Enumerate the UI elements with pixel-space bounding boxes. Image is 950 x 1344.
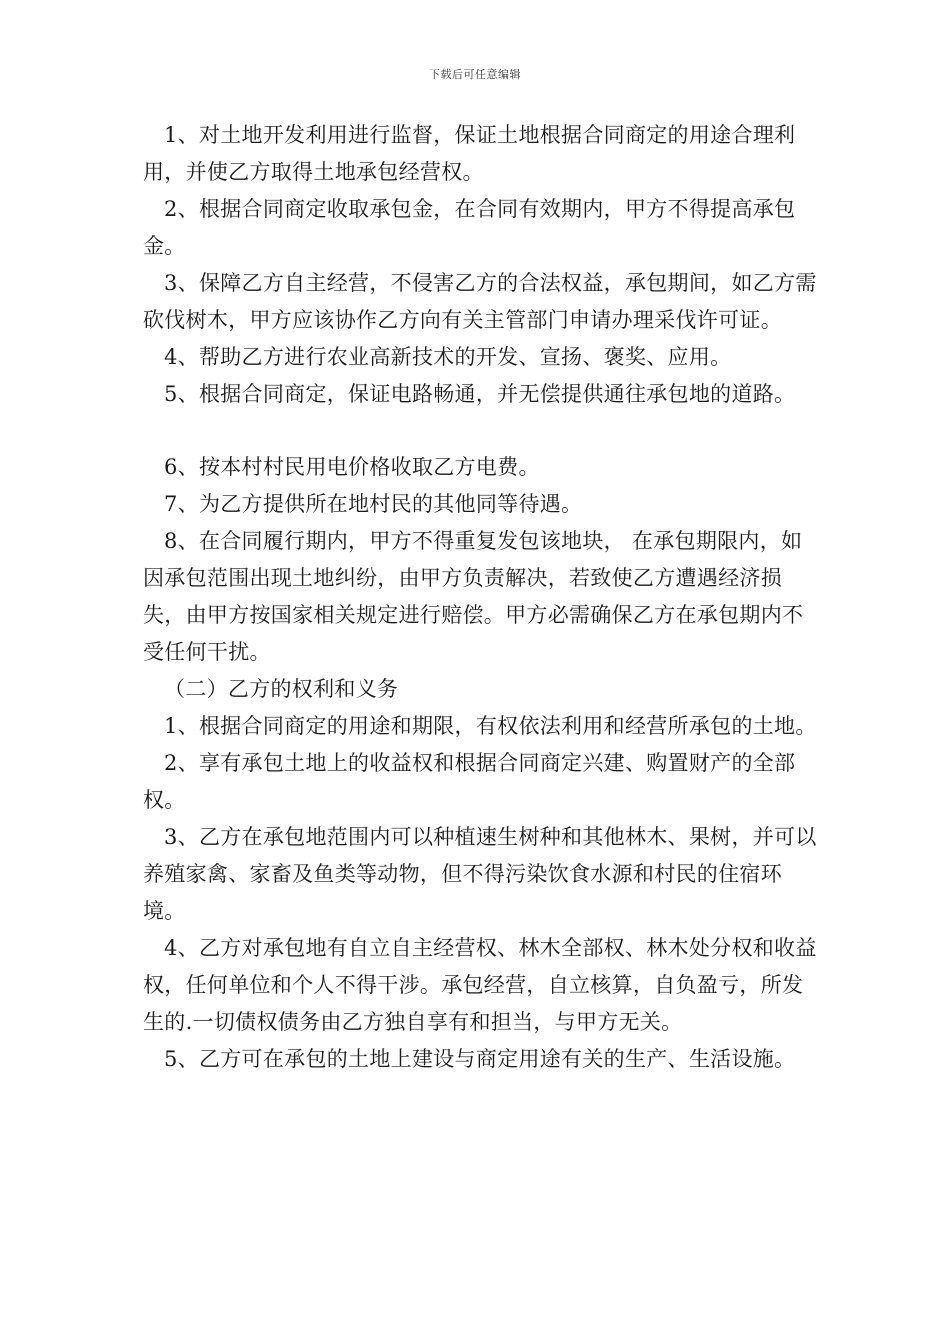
paragraph-a-6: 6、按本村村民用电价格收取乙方电费。 bbox=[164, 455, 540, 479]
document-body bbox=[143, 117, 823, 1078]
paragraph-b-1: 1、根据合同商定的用途和期限，有权依法利用和经营所承包的土地。 bbox=[164, 714, 817, 738]
paragraph-a-3: 3、保障乙方自主经营，不侵害乙方的合法权益，承包期间，如乙方需砍伐树木，甲方应该协作乙方向有关主管部门申请办理采伐许可证。 bbox=[143, 271, 817, 332]
paragraph-a-7: 7、为乙方提供所在地村民的其他同等待遇。 bbox=[164, 492, 583, 516]
paragraph-a-2: 2、根据合同商定收取承包金，在合同有效期内，甲方不得提高承包金。 bbox=[143, 197, 796, 258]
paragraph-gap bbox=[143, 413, 823, 449]
paragraph-a-1: 1、对土地开发利用进行监督，保证土地根据合同商定的用途合理利用，并使乙方取得土地承包经营权。 bbox=[143, 123, 796, 184]
paragraph-b-3: 3、乙方在承包地范围内可以种植速生树种和其他林木、果树，并可以养殖家禽、家畜及鱼类等动物，但不得污染饮食水源和村民的住宿环境。 bbox=[143, 825, 817, 923]
paragraph-a-5: 5、根据合同商定，保证电路畅通，并无偿提供通往承包地的道路。 bbox=[164, 382, 796, 406]
paragraph-b-5: 5、乙方可在承包的土地上建设与商定用途有关的生产、生活设施。 bbox=[164, 1047, 796, 1071]
paragraph-a-8: 8、在合同履行期内，甲方不得重复发包该地块， 在承包期限内，如因承包范围出现土地纠纷，由甲方负责解决，若致使乙方遭遇经济损失，由甲方按国家相关规定进行赔偿。甲方必需确保乙方在承包期内不受任何干扰。 bbox=[143, 529, 804, 664]
page-header: 下载后可任意编辑 bbox=[429, 68, 521, 81]
paragraph-a-4: 4、帮助乙方进行农业高新技术的开发、宣扬、褒奖、应用。 bbox=[164, 345, 732, 369]
paragraph-b-4: 4、乙方对承包地有自立自主经营权、林木全部权、林木处分权和收益权，任何单位和个人不得干涉。承包经营，自立核算，自负盈亏，所发生的.一切债权债务由乙方独自享有和担当，与甲方无关。 bbox=[143, 936, 817, 1034]
section-heading-party-b: （二）乙方的权利和义务 bbox=[164, 677, 399, 701]
paragraph-b-2: 2、享有承包土地上的收益权和根据合同商定兴建、购置财产的全部权。 bbox=[143, 751, 796, 812]
